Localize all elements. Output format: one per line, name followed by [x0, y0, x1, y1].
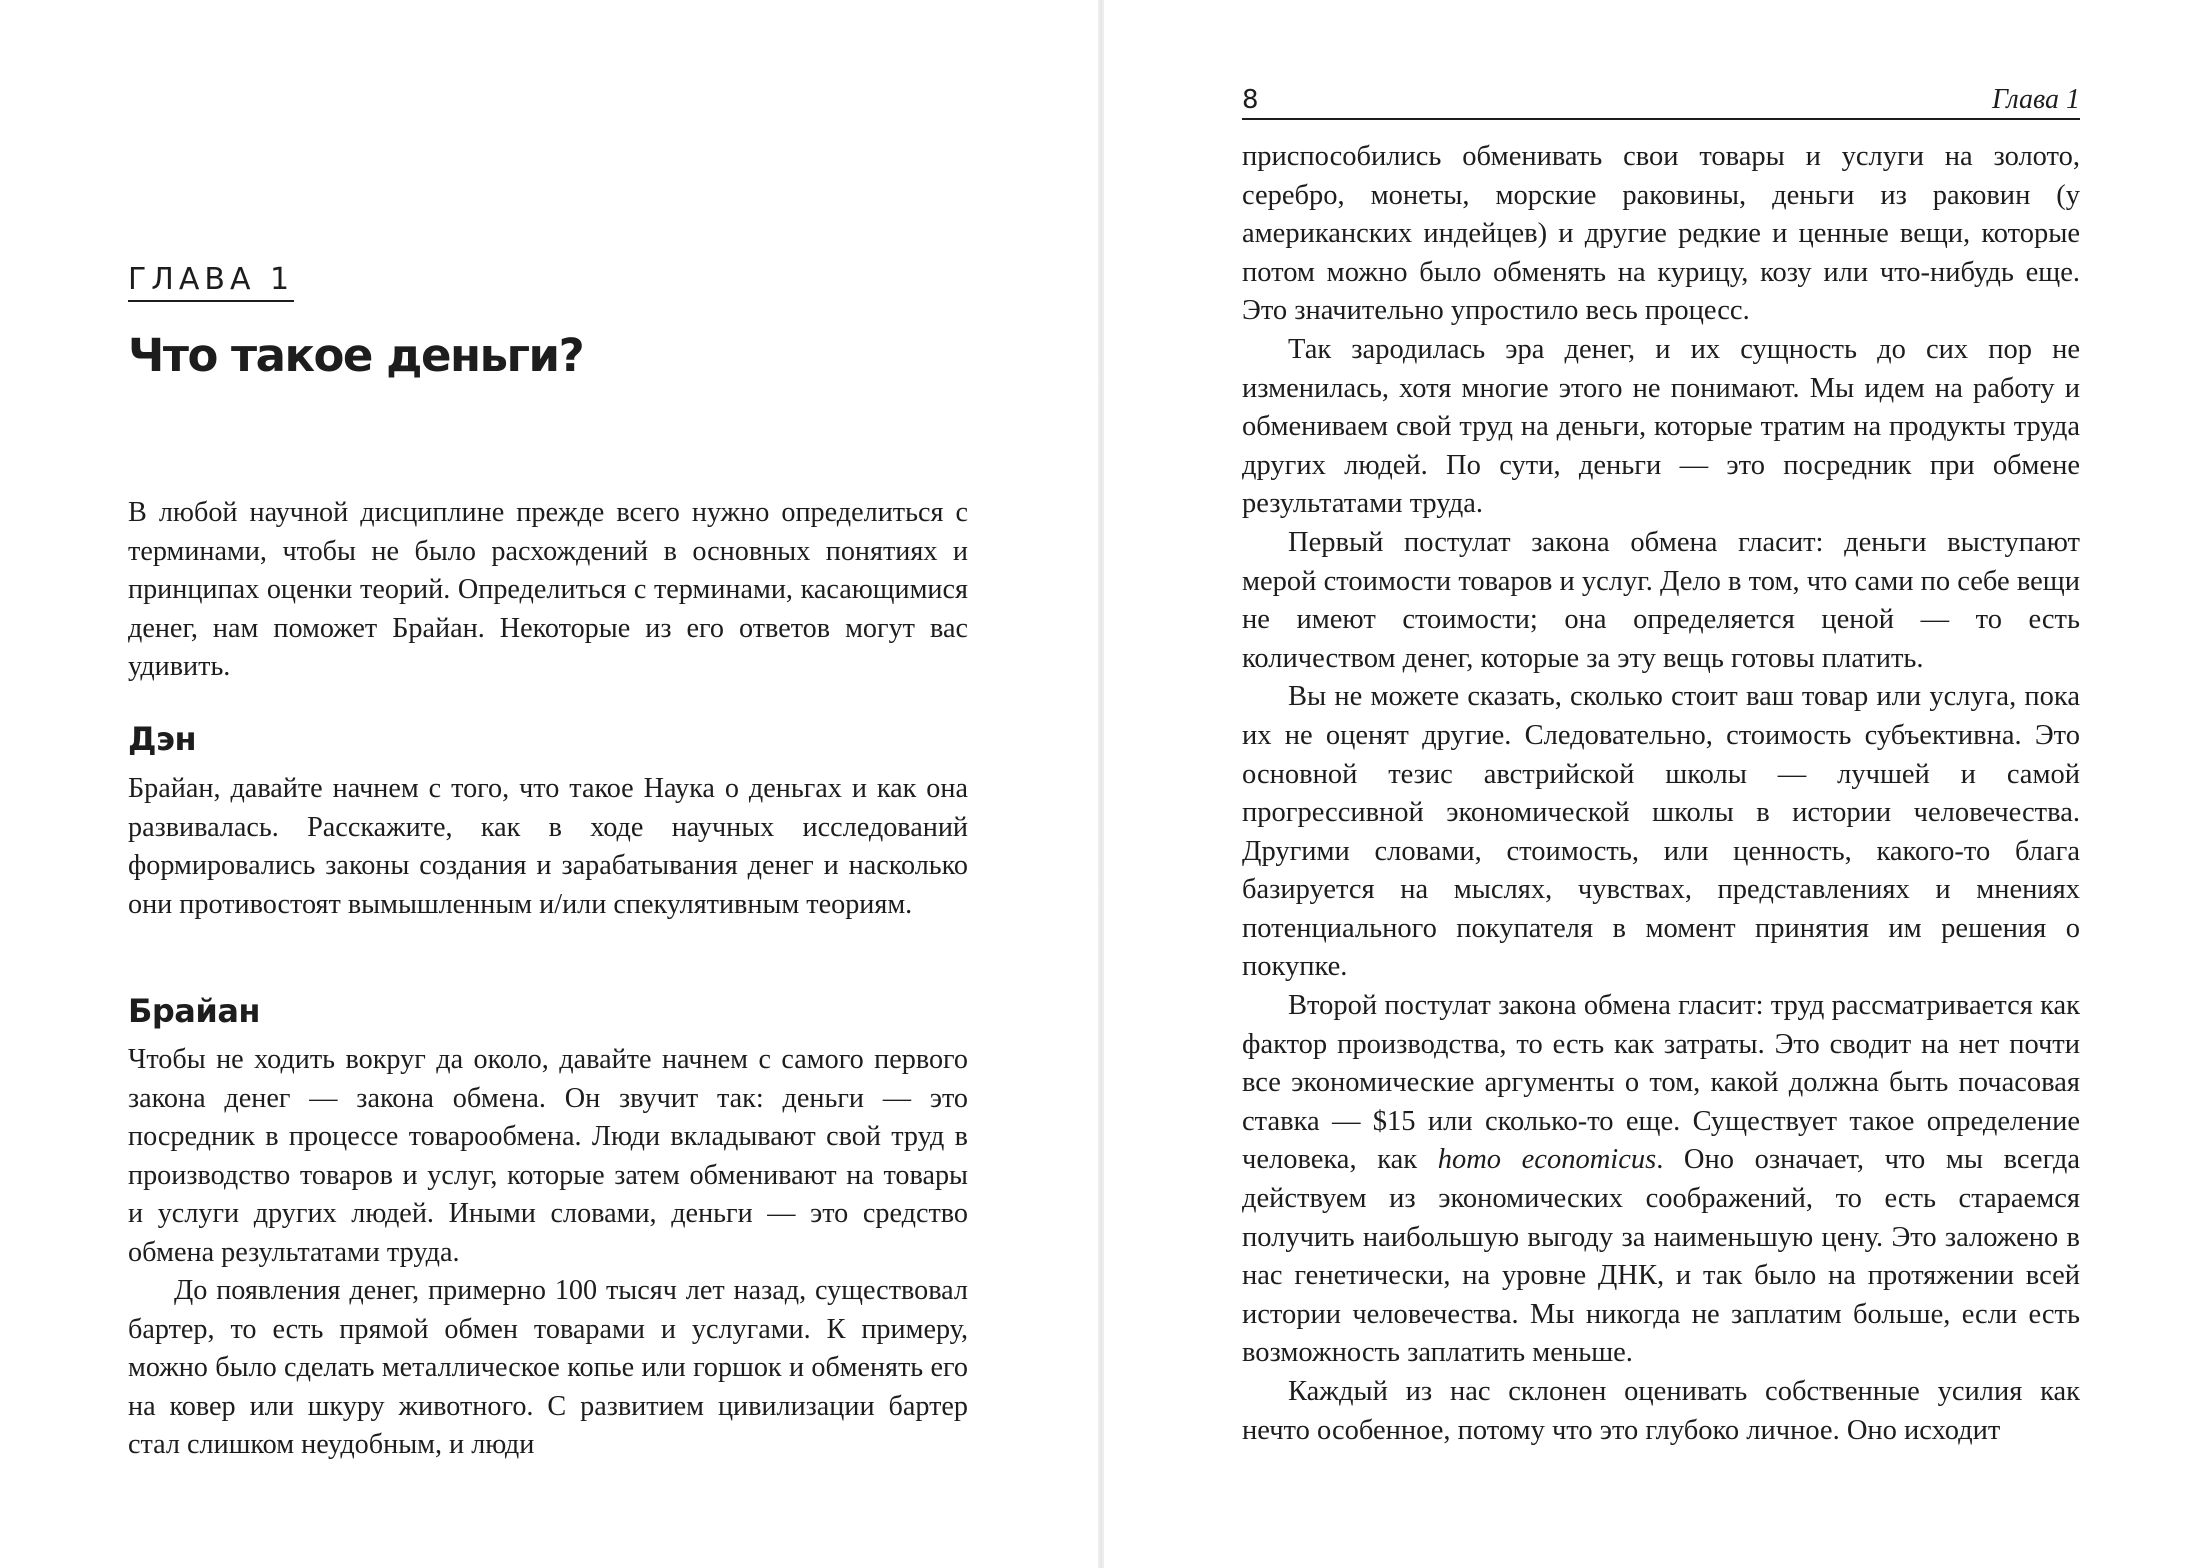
- right-paragraph-3: Первый постулат закона обмена гласит: деньги выступают мерой стоимости товаров и услуг. Дело в том, что сами по себе вещи не имеют стоимости; она определяется ценой — то есть количеством денег, которые за эту вещь готовы платить.: [1242, 526, 2080, 674]
- left-page: [0, 0, 1098, 1568]
- speaker-dan-heading-block: [128, 719, 968, 759]
- running-head-chapter: Глава 1: [1992, 84, 2080, 115]
- speaker-heading-brian: Брайан: [128, 992, 261, 1030]
- right-paragraph-5: [1242, 987, 2080, 1373]
- right-page-body: [1242, 138, 2080, 1450]
- right-paragraph-1: приспособились обменивать свои товары и услуги на золото, серебро, монеты, морские раковины, деньги из раковин (у американских индейцев) и другие редкие и ценные вещи, которые потом можно было обменять на курицу, козу или что-нибудь еще. Это значительно упростило весь процесс.: [1242, 141, 2080, 327]
- page-number: 8: [1242, 85, 1259, 115]
- speaker-heading-dan: Дэн: [128, 720, 197, 758]
- answer-paragraph-1: Чтобы не ходить вокруг да около, давайте начнем с самого первого закона денег — закона обмена. Он звучит так: деньги — это посредник в процессе товарообмена. Люди вкладывают свой труд в производство товаров и услуг, которые затем обменивают на товары и услуги других людей. Иными словами, деньги — это средство обмена результатами труда.: [128, 1044, 968, 1268]
- chapter-label: ГЛАВА 1: [128, 262, 294, 302]
- running-head: [1242, 82, 2080, 120]
- right-paragraph-5-part-1: Второй постулат закона обмена гласит: труд рассматривается как фактор производства, то есть как затраты. Это сводит на нет почти все экономические аргументы о том, какой должна быть почасовая ставка — $15 или сколько-то еще. Существует такое определение человека, как: [1242, 990, 2080, 1176]
- speaker-brian-heading-block: [128, 991, 968, 1031]
- question-block: [128, 770, 968, 924]
- right-paragraph-4: Вы не можете сказать, сколько стоит ваш товар или услуга, пока их не оценят другие. Следовательно, стоимость субъективна. Это основной тезис австрийской школы — лучшей и самой прогрессивной экономической школы в истории человечества. Другими словами, стоимость, или ценность, какого-то блага базируется на мыслях, чувствах, представлениях и мнениях потенциального покупателя в момент принятия им решения о покупке.: [1242, 681, 2080, 983]
- right-paragraph-2: Так зародилась эра денег, и их сущность до сих пор не изменилась, хотя многие этого не понимают. Мы идем на работу и обмениваем свой труд на деньги, которые тратим на продукты труда других людей. По сути, деньги — это посредник при обмене результатами труда.: [1242, 333, 2080, 520]
- chapter-title: Что такое деньги?: [128, 329, 584, 382]
- right-paragraph-6: Каждый из нас склонен оценивать собственные усилия как нечто особенное, потому что это глубоко личное. Оно исходит: [1242, 1376, 2080, 1446]
- homo-economicus-term: homo economicus: [1437, 1144, 1657, 1176]
- right-paragraph-5-part-2: . Оно означает, что мы всегда действуем из экономических соображений, то есть стараемся получить наибольшую выгоду за наименьшую цену. Это заложено в нас генетически, на уровне ДНК, и так было на протяжении всей истории человечества. Мы никогда не заплатим больше, если есть возможность заплатить меньше.: [1242, 1144, 2080, 1369]
- intro-block: [128, 494, 968, 687]
- question-paragraph: Брайан, давайте начнем с того, что такое Наука о деньгах и как она развивалась. Расскажите, как в ходе научных исследований формировались законы создания и зарабатывания денег и насколько они противостоят вымышленным и/или спекулятивным теориям.: [128, 773, 968, 920]
- answer-block: [128, 1041, 968, 1465]
- answer-paragraph-2: До появления денег, примерно 100 тысяч лет назад, существовал бартер, то есть прямой обмен товарами и услугами. К примеру, можно было сделать металлическое копье или горшок и обменять его на ковер или шкуру животного. С развитием цивилизации бартер стал слишком неудобным, и люди: [128, 1275, 968, 1460]
- intro-paragraph: В любой научной дисциплине прежде всего нужно определиться с терминами, чтобы не было расхождений в основных понятиях и принципах оценки теорий. Определиться с терминами, касающимися денег, нам поможет Брайан. Некоторые из его ответов могут вас удивить.: [128, 497, 968, 682]
